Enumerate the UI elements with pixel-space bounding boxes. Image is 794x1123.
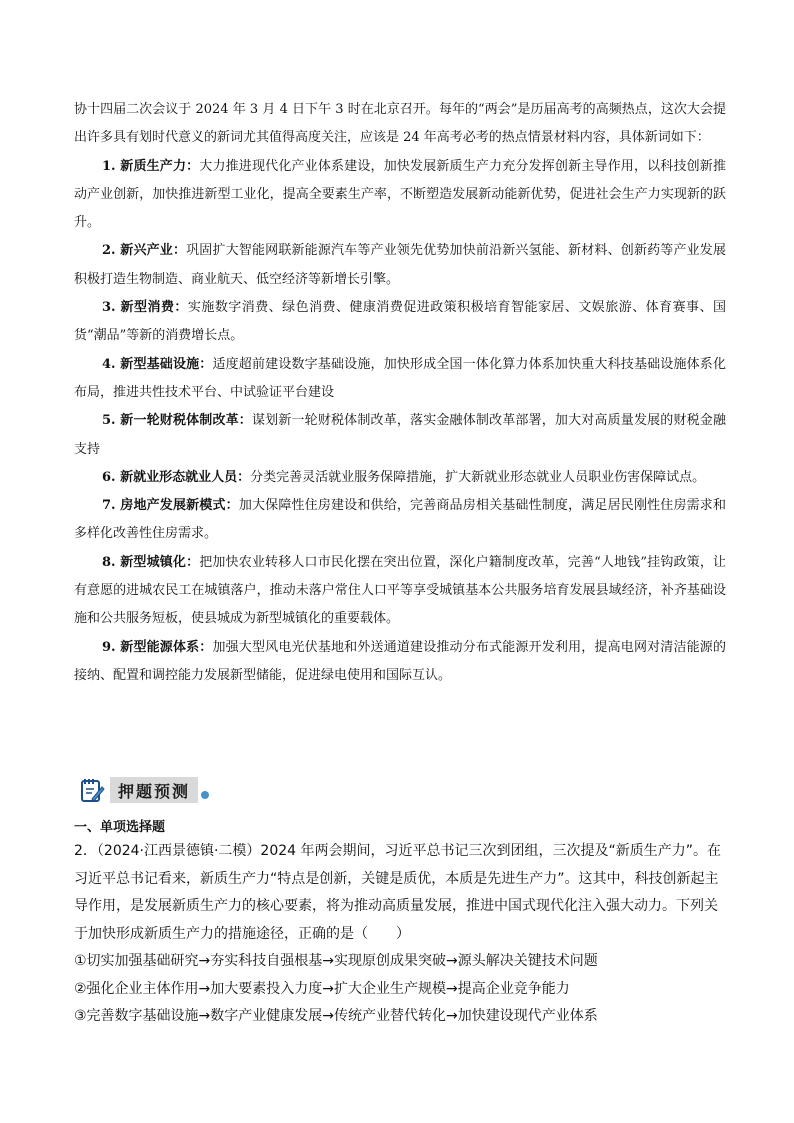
intro-paragraph: 协十四届二次会议于 2024 年 3 月 4 日下午 3 时在北京召开。每年的“两会”是历届高考的高频热点，这次大会提出许多具有划时代意义的新词尤其值得高度关注，应该是 24 年高考必考的热点情景材料内容，具体新词如下： [74, 102, 726, 146]
term-label: 2. 新兴产业： [102, 243, 187, 259]
term-label: 3. 新型消费： [102, 300, 188, 316]
article-body [74, 96, 726, 690]
term-item [74, 153, 726, 238]
term-description: 谋划新一轮财税体制改革，落实金融体制改革部署，加大对高质量发展的财税金融支持 [74, 413, 726, 457]
term-description: 巩固扩大智能网联新能源汽车等产业领先优势加快前沿新兴氢能、新材料、创新药等产业发展积极打造生物制造、商业航天、低空经济等新增长引擎。 [74, 243, 726, 287]
term-label: 9. 新型能源体系： [102, 639, 213, 655]
term-description: 加大保障性住房建设和供给，完善商品房相关基础性制度，满足居民刚性住房需求和多样化改善性住房需求。 [74, 498, 726, 542]
term-item [74, 237, 726, 294]
term-item [74, 492, 726, 549]
notebook-pen-icon [78, 776, 106, 804]
new-terms-list [74, 153, 726, 691]
term-label: 8. 新型城镇化： [102, 554, 200, 570]
term-label: 1. 新质生产力： [102, 158, 200, 174]
term-item [74, 549, 726, 634]
term-item [74, 407, 726, 464]
question-block [74, 838, 726, 1031]
term-item [74, 294, 726, 351]
section-heading: 一、单项选择题 [74, 820, 166, 835]
term-item [74, 351, 726, 408]
question-stem: 2．（2024·江西景德镇·二模）2024 年两会期间，习近平总书记三次到团组，三次提及“新质生产力”。在习近平总书记看来，新质生产力“特点是创新，关键是质优，本质是先进生产力”。这其中，科技创新起主导作用，是发展新质生产力的核心要素，将为推动高质量发展，推进中国式现代化注入强大动力。下列关于加快形成新质生产力的措施途径，正确的是（ ） [74, 843, 722, 942]
term-description: 实施数字消费、绿色消费、健康消费促进政策积极培育智能家居、文娱旅游、体育赛事、国货“潮品”等新的消费增长点。 [74, 300, 726, 344]
term-label: 5. 新一轮财税体制改革： [102, 413, 252, 429]
term-description: 大力推进现代化产业体系建设，加快发展新质生产力充分发挥创新主导作用，以科技创新推动产业创新，加快推进新型工业化，提高全要素生产率，不断塑造发展新动能新优势，促进社会生产力实现新的跃升。 [74, 158, 726, 231]
option-2: ②强化企业主体作用→加大要素投入力度→扩大企业生产规模→提高企业竞争能力 [74, 980, 570, 997]
prediction-banner [78, 774, 209, 806]
term-label: 6. 新就业形态就业人员： [102, 469, 251, 485]
term-description: 分类完善灵活就业服务保障措施，扩大新就业形态就业人员职业伤害保障试点。 [250, 469, 706, 485]
term-label: 7. 房地产发展新模式： [102, 498, 239, 514]
option-1: ①切实加强基础研究→夯实科技自强根基→实现原创成果突破→源头解决关键技术问题 [74, 953, 598, 969]
banner-dot [201, 791, 209, 799]
term-description: 把加快农业转移人口市民化摆在突出位置，深化户籍制度改革，完善“人地钱”挂钩政策，让有意愿的进城农民工在城镇落户，推动未落户常住人口平等享受城镇基本公共服务培育发展县域经济，补齐基础设施和公共服务短板，使县城成为新型城镇化的重要载体。 [74, 554, 726, 627]
term-item [74, 634, 726, 691]
option-3: ③完善数字基础设施→数字产业健康发展→传统产业替代转化→加快建设现代产业体系 [74, 1008, 598, 1024]
banner-title: 押题预测 [110, 777, 198, 803]
term-description: 加强大型风电光伏基地和外送通道建设推动分布式能源开发利用，提高电网对清洁能源的接纳、配置和调控能力发展新型储能，促进绿电使用和国际互认。 [74, 639, 726, 683]
term-description: 适度超前建设数字基础设施，加快形成全国一体化算力体系加快重大科技基础设施体系化布局，推进共性技术平台、中试验证平台建设 [74, 356, 726, 400]
term-item [74, 464, 726, 492]
term-label: 4. 新型基础设施： [102, 356, 213, 372]
